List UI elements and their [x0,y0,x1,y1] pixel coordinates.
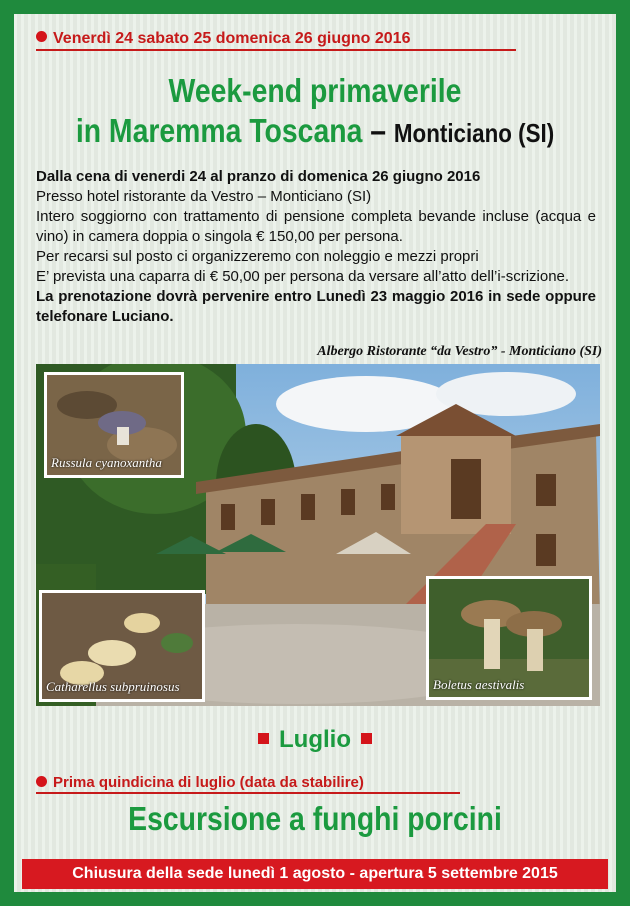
flyer-page [14,14,616,892]
description-dates: Dalla cena di venerdi 24 al pranzo di domenica 26 giugno 2016 [36,168,481,185]
inset-boletus [426,576,592,700]
red-bullet-icon [36,776,47,787]
closure-banner: Chiusura della sede lunedì 1 agosto - apertura 5 settembre 2015 [22,859,608,889]
month-text: Luglio [279,726,351,753]
july-date-text: Prima quindicina di luglio (data da stabilire) [53,774,364,791]
event-date-text: Venerdì 24 sabato 25 domenica 26 giugno 2016 [53,30,411,47]
event-title-region: in Maremma Toscana [75,112,363,149]
description-deposit: E’ prevista una caparra di € 50,00 per persona da versare all’atto dell’i-scrizione. [36,268,570,285]
description-price: Intero soggiorno con trattamento di pensione completa bevande incluse (acqua e vino) in camera doppia o singola € 150,00 per persona. [36,208,596,245]
july-date-heading [36,774,460,794]
inset-russula-label: Russula cyanoxantha [51,455,162,470]
excursion-title: Escursione a funghi porcini [128,800,502,837]
description-venue: Presso hotel ristorante da Vestro – Monticiano (SI) [36,188,372,205]
photo-caption: Albergo Ristorante “da Vestro” - Monticiano (SI) [317,344,602,359]
inset-russula [44,372,184,478]
inset-cantharellus [39,590,205,702]
red-bullet-icon [36,31,47,42]
event-title-line2 [56,112,574,150]
event-description [36,167,596,327]
event-title-place: Monticiano (SI) [393,118,555,148]
month-heading [14,726,616,754]
title-dash: – [370,112,387,149]
red-square-icon [361,733,372,744]
red-square-icon [258,733,269,744]
description-booking: La prenotazione dovrà pervenire entro Lunedì 23 maggio 2016 in sede oppure telefonare Luciano. [36,288,596,325]
description-transport: Per recarsi sul posto ci organizzeremo con noleggio e mezzi propri [36,248,479,265]
inset-boletus-label: Boletus aestivalis [433,677,525,692]
event-title-line1: Week-end primaverile [168,72,462,109]
hotel-photo [36,364,600,706]
event-date-heading [36,30,516,51]
inset-cantharellus-label: Catharellus subpruinosus [46,679,180,694]
